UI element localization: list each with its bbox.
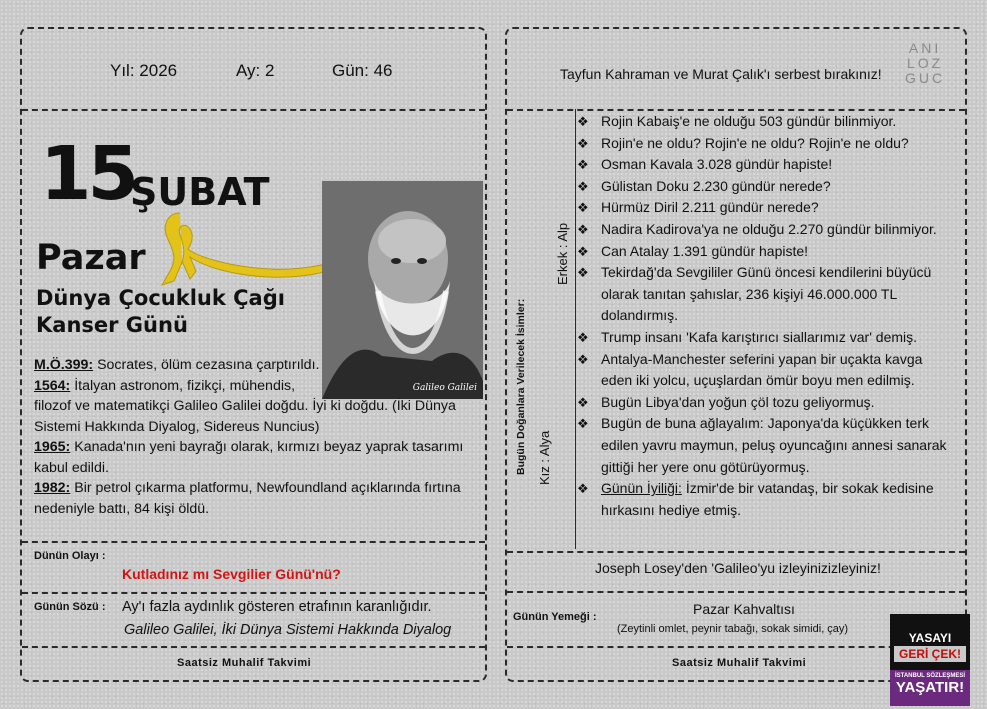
event-year: M.Ö.399: xyxy=(34,357,94,373)
event-year: 1982: xyxy=(34,480,71,496)
diamond-bullet-icon: ❖ xyxy=(577,178,589,194)
event-continuation: nedeniyle battı, 84 kişi öldü. xyxy=(34,500,210,517)
news-item xyxy=(573,197,968,219)
news-list xyxy=(573,111,968,521)
event-continuation: filozof ve matematikçi Galileo Galilei doğdu. İyi ki doğdu. (İki Dünya xyxy=(34,398,456,414)
portrait-caption: Galileo Galilei xyxy=(412,383,477,393)
movie-recommendation: Joseph Losey'den 'Galileo'yu izleyinizizleyiniz! xyxy=(595,560,881,576)
divider xyxy=(22,109,485,111)
news-item xyxy=(573,327,968,349)
special-day-line1: Dünya Çocukluk Çağı xyxy=(36,286,285,310)
good-deed-text: İzmir'de bir vatandaş, bir sokak kedisine xyxy=(681,480,934,497)
girl-name: Kız : Alya xyxy=(537,430,552,485)
news-line: Nadira Kadirova'ya ne olduğu 2.270 gündür bilinmiyor. xyxy=(601,220,937,237)
event-text: Kanada'nın yeni bayrağı olarak, kırmızı beyaz yaprak tasarımı xyxy=(70,439,464,455)
good-deed-label: Günün İyiliği: xyxy=(601,480,682,497)
news-item xyxy=(573,219,968,241)
event-text: Kutladınız mı Sevgilier Günü'nü? xyxy=(122,566,341,582)
news-line: Gülistan Doku 2.230 gündür nerede? xyxy=(601,177,831,194)
diamond-bullet-icon: ❖ xyxy=(577,200,589,216)
good-deed-line xyxy=(601,478,968,500)
divider xyxy=(507,591,965,593)
meal-description: (Zeytinli omlet, peynir tabağı, sokak simidi, çay) xyxy=(617,623,849,635)
special-day-line2: Kanser Günü xyxy=(36,313,188,337)
brand-logo: ANI LOZ GUC xyxy=(905,40,946,86)
news-line: Trump insanı 'Kafa karıştırıcı siallarımız var' demiş. xyxy=(601,328,918,345)
event-year: 1965: xyxy=(34,439,71,455)
news-item xyxy=(573,154,968,176)
news-item xyxy=(573,413,968,478)
news-item xyxy=(573,176,968,198)
news-line: hırkasını hediye etmiş. xyxy=(601,501,742,518)
divider xyxy=(507,551,965,553)
day-number-label: Gün: 46 xyxy=(332,61,393,80)
quote-label: Günün Sözü : xyxy=(34,601,106,613)
diamond-bullet-icon: ❖ xyxy=(577,135,589,151)
news-item xyxy=(573,262,968,327)
boy-name: Erkek : Alp xyxy=(555,222,570,285)
news-item xyxy=(573,133,968,155)
month-number-label: Ay: 2 xyxy=(236,61,275,80)
event-text: Socrates, ölüm cezasına çarptırıldı. xyxy=(93,357,320,373)
news-line: Rojin'e ne oldu? Rojin'e ne oldu? Rojin'e ne oldu? xyxy=(601,134,909,151)
news-line: Rojin Kabaiş'e ne olduğu 503 gündür bilinmiyor. xyxy=(601,113,897,129)
news-line: Antalya-Manchester seferini yapan bir uçakta kavga xyxy=(601,350,923,367)
news-line: Tekirdağ'da Sevgililer Günü öncesi kendilerini büyücü xyxy=(601,264,932,281)
diamond-bullet-icon: ❖ xyxy=(577,481,589,497)
right-calendar-page xyxy=(505,27,967,682)
header-message: Tayfun Kahraman ve Murat Çalık'ı serbest bırakınız! xyxy=(560,66,882,82)
event-text: Bir petrol çıkarma platformu, Newfoundland açıklarında fırtına xyxy=(70,480,461,496)
year-label: Yıl: 2026 xyxy=(110,61,178,80)
badge-top: YASAYI GERİ ÇEK! xyxy=(890,614,970,670)
divider xyxy=(22,646,485,648)
names-title: Bugün Doğanlara Verilecek İsimler: xyxy=(515,298,527,475)
news-item xyxy=(573,241,968,263)
news-line: Can Atalay 1.391 gündür hapiste! xyxy=(601,242,809,259)
diamond-bullet-icon: ❖ xyxy=(577,243,589,259)
names-column xyxy=(507,109,575,549)
weekday-name: Pazar xyxy=(36,238,146,278)
news-item xyxy=(573,111,968,133)
diamond-bullet-icon: ❖ xyxy=(577,394,589,410)
news-line: dolandırmış. xyxy=(601,307,679,324)
event-year: 1564: xyxy=(34,377,71,394)
event-line xyxy=(34,478,484,499)
news-line: gittiği her yere onu götürüyormuş. xyxy=(601,458,810,475)
meal-title: Pazar Kahvaltısı xyxy=(693,601,795,617)
news-line: eden iki yolcu, uçuşlardan ömür boyu men edilmiş. xyxy=(601,372,915,389)
news-item xyxy=(573,349,968,392)
diamond-bullet-icon: ❖ xyxy=(577,265,589,281)
quote-author: Galileo Galilei, İki Dünya Sistemi Hakkında Diyalog xyxy=(124,622,452,638)
news-item xyxy=(573,478,968,521)
news-item xyxy=(573,392,968,414)
news-line: Bugün Libya'dan yoğun çöl tozu geliyormuş. xyxy=(601,393,875,410)
diamond-bullet-icon: ❖ xyxy=(577,221,589,237)
divider xyxy=(22,541,485,543)
event-line xyxy=(34,437,484,458)
divider xyxy=(22,592,485,594)
meal-label: Günün Yemeği : xyxy=(513,611,597,623)
campaign-badge xyxy=(890,614,970,706)
diamond-bullet-icon: ❖ xyxy=(577,351,589,367)
diamond-bullet-icon: ❖ xyxy=(577,114,589,129)
event-line xyxy=(34,355,484,376)
news-line: Osman Kavala 3.028 gündür hapiste! xyxy=(601,156,833,173)
news-line: edilen yavru maymun, peluş oyuncağını annesi sanarak xyxy=(601,436,947,453)
diamond-bullet-icon: ❖ xyxy=(577,157,589,173)
event-continuation: Sistemi Hakkında Diyalog, Sidereus Nuncius) xyxy=(34,418,320,435)
event-continuation: kabul edildi. xyxy=(34,459,109,476)
left-calendar-page xyxy=(20,27,487,682)
event-label: Dünün Olayı : xyxy=(34,550,106,562)
diamond-bullet-icon: ❖ xyxy=(577,329,589,345)
footer-title: Saatsiz Muhalif Takvimi xyxy=(672,657,807,669)
event-line xyxy=(34,376,484,397)
month-name: ŞUBAT xyxy=(130,170,270,214)
footer-title: Saatsiz Muhalif Takvimi xyxy=(177,657,312,669)
event-text: İtalyan astronom, fizikçi, mühendis, xyxy=(70,377,296,394)
history-events xyxy=(34,355,484,519)
day-big-number: 15 xyxy=(40,131,135,217)
badge-bottom: İSTANBUL SÖZLEŞMESİ YAŞATIR! xyxy=(890,670,970,706)
news-line: olarak tanıtan şahıslar, 236 kişiyi 46.000.000 TL xyxy=(601,285,898,302)
diamond-bullet-icon: ❖ xyxy=(577,416,589,432)
quote-text: Ay'ı fazla aydınlık gösteren etrafının karanlığıdır. xyxy=(122,599,432,615)
news-line: Bugün de buna ağlayalım: Japonya'da küçükken terk xyxy=(601,415,930,432)
news-line: Hürmüz Diril 2.211 gündür nerede? xyxy=(601,199,819,216)
